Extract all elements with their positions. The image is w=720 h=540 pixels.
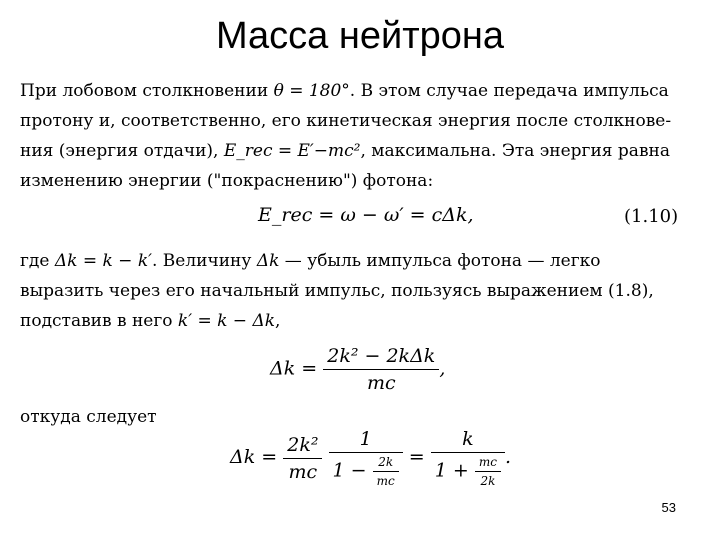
second-paragraph <box>20 246 700 336</box>
eq3-f3-sub-numerator: mc <box>475 455 501 472</box>
para2-text: , <box>275 311 281 331</box>
eq3-f3-subfraction <box>475 455 501 488</box>
eq3-equals: = <box>408 446 425 468</box>
equation-2 <box>270 345 445 394</box>
eq3-fraction-3 <box>431 428 505 488</box>
eq3-fraction-2 <box>329 428 403 488</box>
para1-math: θ = 180° <box>273 81 350 101</box>
eq2-fraction <box>323 345 439 394</box>
eq3-lhs: Δk = <box>230 446 278 468</box>
para2-line3 <box>20 306 700 336</box>
para2-text: . Величину <box>152 251 257 271</box>
para1-math: E_rec = E′−mc² <box>223 141 361 161</box>
para2-line2: выразить через его начальный импульс, пользуясь выражением (1.8), <box>20 281 654 301</box>
eq3-tail: . <box>504 446 512 468</box>
page-number: 53 <box>661 500 676 515</box>
eq2-lhs: Δk = <box>270 357 318 380</box>
eq3-f2-den-text: 1 − <box>332 459 367 482</box>
para3-line: откуда следует <box>20 407 157 427</box>
eq3-f1-numerator: 2k² <box>283 434 322 459</box>
eq3-f1-denominator: mc <box>288 460 318 483</box>
equation-1: E_rec = ω − ω′ = cΔk, <box>258 204 474 226</box>
para1-text: При лобовом столкновении <box>20 81 274 101</box>
para2-math: Δk = k − k′ <box>54 251 152 271</box>
para2-text: где <box>20 251 55 271</box>
para2-math: k′ = k − Δk <box>177 311 276 331</box>
equation-number: (1.10) <box>624 206 679 227</box>
eq3-f3-sub-denominator: 2k <box>480 474 496 488</box>
para2-line1 <box>20 246 700 276</box>
para1-line4: изменению энергии ("покраснению") фотона: <box>20 171 434 191</box>
para1-text: . В этом случае передача импульса <box>349 81 669 101</box>
eq2-numerator: 2k² − 2kΔk <box>323 345 439 370</box>
eq3-f2-sub-numerator: 2k <box>373 455 399 472</box>
para1-line3 <box>20 136 700 166</box>
eq3-fraction-1 <box>283 434 322 483</box>
eq3-f3-denominator <box>431 453 505 488</box>
para2-text: — убыль импульса фотона — легко <box>279 251 601 271</box>
para2-math: Δk <box>256 251 280 271</box>
para1-line2: протону и, соответственно, его кинетическая энергия после столкнове- <box>20 111 672 131</box>
eq3-f3-numerator: k <box>431 428 505 453</box>
eq3-f3-den-text: 1 + <box>434 459 469 482</box>
eq2-denominator: mc <box>366 372 396 394</box>
eq3-f2-numerator: 1 <box>329 428 403 453</box>
para1-line1 <box>20 76 700 106</box>
slide-title: Масса нейтрона <box>215 15 505 57</box>
para2-text: подставив в него <box>20 311 178 331</box>
intro-paragraph <box>20 76 700 196</box>
eq3-f2-subfraction <box>373 455 399 488</box>
para1-text: , максимальна. Эта энергия равна <box>360 141 670 161</box>
eq3-f2-denominator <box>329 453 403 488</box>
eq3-f2-sub-denominator: mc <box>376 474 395 488</box>
eq2-tail: , <box>439 357 446 380</box>
equation-3 <box>230 428 511 488</box>
para1-text: ния (энергия отдачи), <box>20 141 224 161</box>
